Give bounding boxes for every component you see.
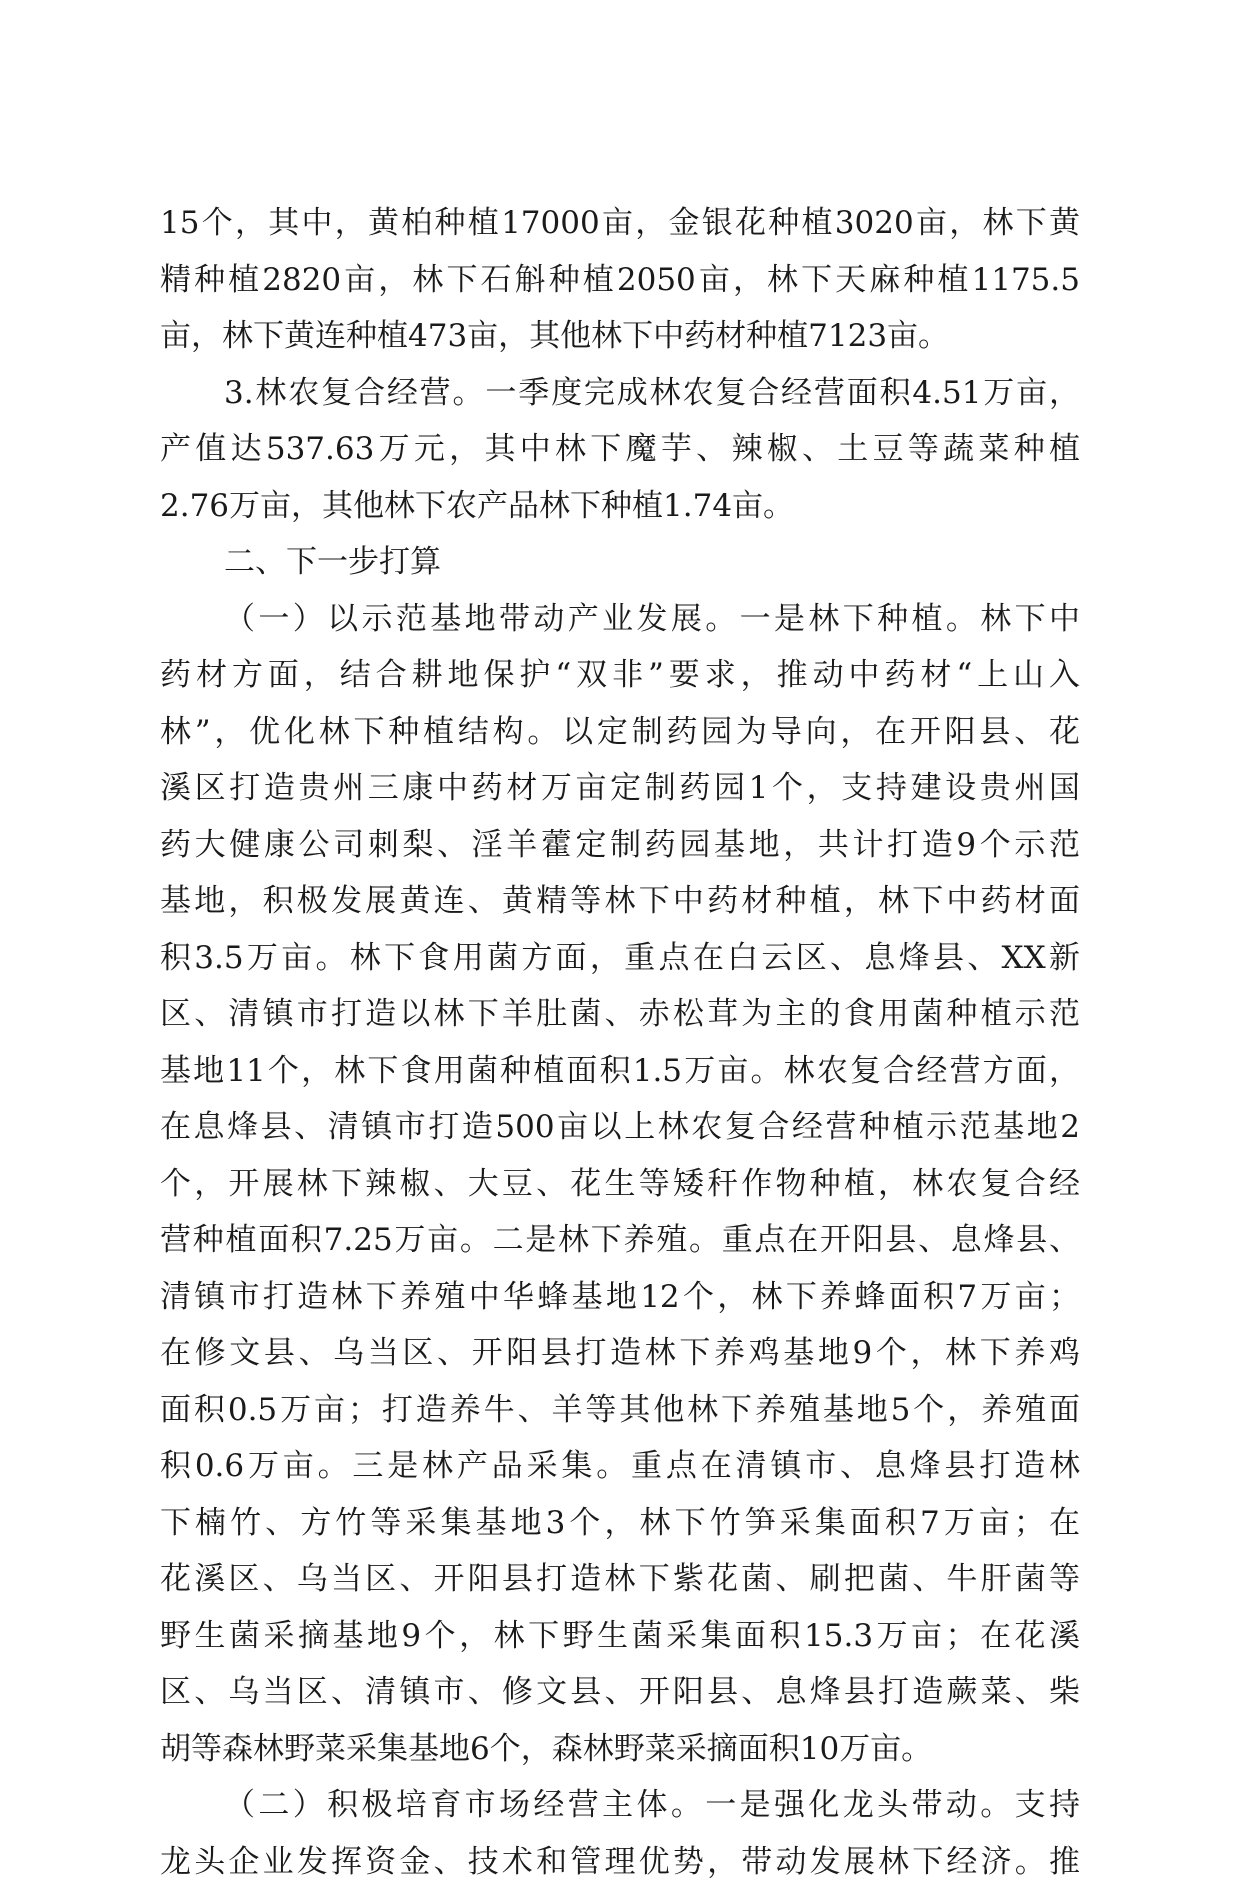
body-line: 林”，优化林下种植结构。以定制药园为导向，在开阳县、花 (160, 704, 1080, 761)
body-line: 积0.6万亩。三是林产品采集。重点在清镇市、息烽县打造林 (160, 1438, 1080, 1495)
body-line: 基地，积极发展黄连、黄精等林下中药材种植，林下中药材面 (160, 873, 1080, 930)
body-line: 个，开展林下辣椒、大豆、花生等矮秆作物种植，林农复合经 (160, 1156, 1080, 1213)
body-line: 积3.5万亩。林下食用菌方面，重点在白云区、息烽县、XX新 (160, 930, 1080, 987)
body-line: 区、乌当区、清镇市、修文县、开阳县、息烽县打造蕨菜、柴 (160, 1664, 1080, 1721)
body-line: 药材方面，结合耕地保护“双非”要求，推动中药材“上山入 (160, 647, 1080, 704)
body-line: 区、清镇市打造以林下羊肚菌、赤松茸为主的食用菌种植示范 (160, 986, 1080, 1043)
body-line: 下楠竹、方竹等采集基地3个，林下竹笋采集面积7万亩；在 (160, 1495, 1080, 1552)
body-line: 3.林农复合经营。一季度完成林农复合经营面积4.51万亩， (160, 365, 1080, 422)
body-line: 龙头企业发挥资金、技术和管理优势，带动发展林下经济。推 (160, 1834, 1080, 1890)
document-body (160, 195, 1080, 1890)
body-line: 营种植面积7.25万亩。二是林下养殖。重点在开阳县、息烽县、 (160, 1212, 1080, 1269)
subsection-line: （一）以示范基地带动产业发展。一是林下种植。林下中 (160, 591, 1080, 648)
section-heading: 二、下一步打算 (160, 534, 1080, 591)
subsection-line: （二）积极培育市场经营主体。一是强化龙头带动。支持 (160, 1777, 1080, 1834)
body-line: 清镇市打造林下养殖中华蜂基地12个，林下养蜂面积7万亩； (160, 1269, 1080, 1326)
body-line: 15个，其中，黄柏种植17000亩，金银花种植3020亩，林下黄 (160, 195, 1080, 252)
body-line: 胡等森林野菜采集基地6个，森林野菜采摘面积10万亩。 (160, 1721, 1080, 1778)
body-line: 溪区打造贵州三康中药材万亩定制药园1个，支持建设贵州国 (160, 760, 1080, 817)
body-line: 药大健康公司刺梨、淫羊藿定制药园基地，共计打造9个示范 (160, 817, 1080, 874)
body-line: 精种植2820亩，林下石斛种植2050亩，林下天麻种植1175.5 (160, 252, 1080, 309)
body-line: 基地11个，林下食用菌种植面积1.5万亩。林农复合经营方面， (160, 1043, 1080, 1100)
body-line: 2.76万亩，其他林下农产品林下种植1.74亩。 (160, 478, 1080, 535)
body-line: 在息烽县、清镇市打造500亩以上林农复合经营种植示范基地2 (160, 1099, 1080, 1156)
body-line: 亩，林下黄连种植473亩，其他林下中药材种植7123亩。 (160, 308, 1080, 365)
body-line: 面积0.5万亩；打造养牛、羊等其他林下养殖基地5个，养殖面 (160, 1382, 1080, 1439)
body-line: 花溪区、乌当区、开阳县打造林下紫花菌、刷把菌、牛肝菌等 (160, 1551, 1080, 1608)
body-line: 在修文县、乌当区、开阳县打造林下养鸡基地9个，林下养鸡 (160, 1325, 1080, 1382)
body-line: 野生菌采摘基地9个，林下野生菌采集面积15.3万亩；在花溪 (160, 1608, 1080, 1665)
body-line: 产值达537.63万元，其中林下魔芋、辣椒、土豆等蔬菜种植 (160, 421, 1080, 478)
